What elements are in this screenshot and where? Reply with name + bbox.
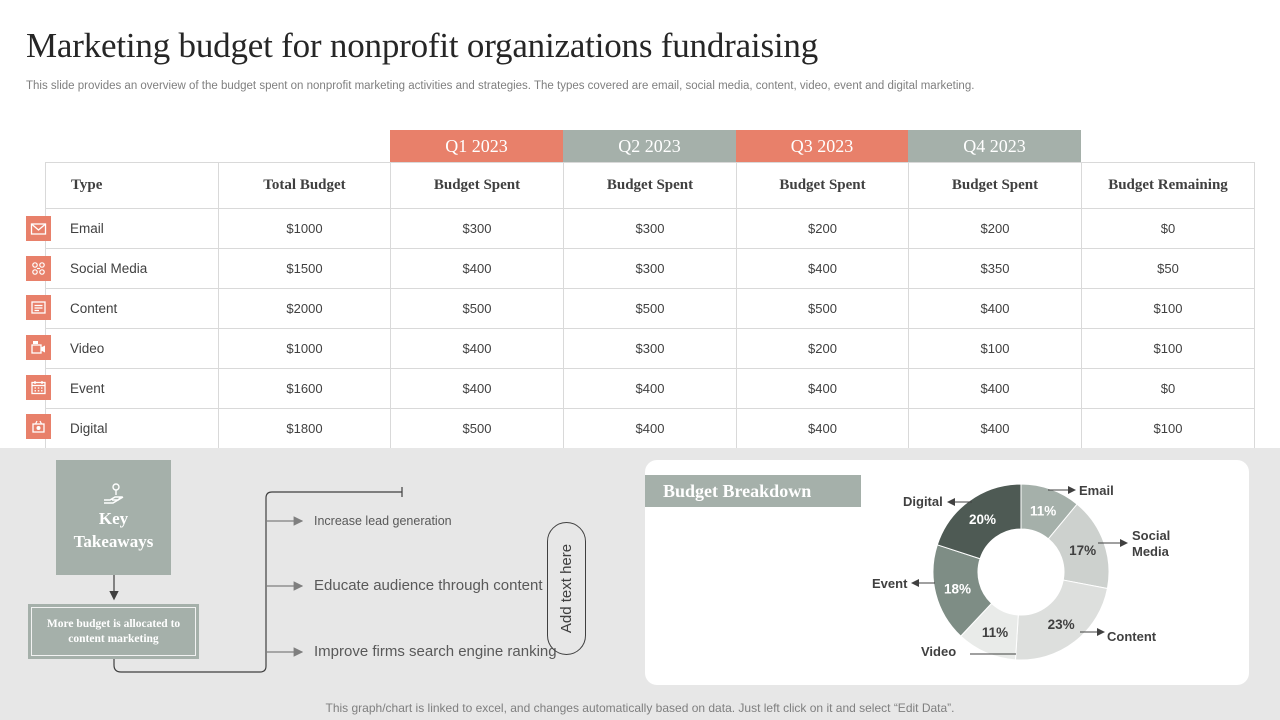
legend-label-email: Email [1079, 483, 1114, 498]
quarter-header-q4: Q4 2023 [908, 130, 1081, 163]
column-header-q4-spent: Budget Spent [909, 163, 1082, 209]
column-header-type: Type [46, 163, 219, 209]
cell-total: $1800 [219, 409, 391, 449]
donut-pct-digital: 20% [968, 512, 997, 528]
donut-pct-email: 11% [1030, 503, 1057, 519]
legend-label-digital: Digital [903, 494, 943, 509]
cell-remaining: $100 [1082, 289, 1255, 329]
cell-q3: $400 [737, 369, 909, 409]
quarter-header-q1: Q1 2023 [390, 130, 563, 163]
cell-q2: $400 [564, 369, 737, 409]
quarter-header-q2: Q2 2023 [563, 130, 736, 163]
cell-q3: $400 [737, 249, 909, 289]
cell-q3: $400 [737, 409, 909, 449]
cell-total: $1500 [219, 249, 391, 289]
cell-q2: $300 [564, 249, 737, 289]
column-header-q1-spent: Budget Spent [391, 163, 564, 209]
cell-remaining: $100 [1082, 409, 1255, 449]
cell-q1: $300 [391, 209, 564, 249]
legend-label-social-media: Social Media [1132, 528, 1171, 559]
cell-q1: $500 [391, 289, 564, 329]
cell-q4: $200 [909, 209, 1082, 249]
cell-q2: $400 [564, 409, 737, 449]
cell-total: $2000 [219, 289, 391, 329]
cell-q4: $400 [909, 369, 1082, 409]
cell-q2: $300 [564, 329, 737, 369]
donut-pct-content: 23% [1047, 616, 1075, 632]
column-header-q2-spent: Budget Spent [564, 163, 737, 209]
takeaway-item-2: Educate audience through content [314, 577, 543, 594]
cell-q2: $300 [564, 209, 737, 249]
cell-remaining: $0 [1082, 369, 1255, 409]
key-takeaways-title: Key Takeaways [73, 508, 154, 551]
add-text-label: Add text here [558, 543, 576, 634]
cell-type: Digital [46, 409, 219, 449]
cell-total: $1600 [219, 369, 391, 409]
legend-label-content: Content [1107, 629, 1157, 644]
donut-pct-event: 18% [944, 581, 972, 597]
cell-remaining: $100 [1082, 329, 1255, 369]
budget-breakdown-title: Budget Breakdown [645, 475, 861, 507]
cell-q1: $500 [391, 409, 564, 449]
cell-type: Event [46, 369, 219, 409]
cell-total: $1000 [219, 209, 391, 249]
page-title: Marketing budget for nonprofit organizations fundraising [26, 26, 819, 65]
donut-pct-social-media: 17% [1069, 542, 1097, 558]
footer-note: This graph/chart is linked to excel, and changes automatically based on data. Just left click on it and select “Edit Data”. [325, 701, 955, 715]
cell-total: $1000 [219, 329, 391, 369]
cell-q3: $200 [737, 209, 909, 249]
cell-q4: $100 [909, 329, 1082, 369]
column-header-q3-spent: Budget Spent [737, 163, 909, 209]
legend-label-video: Video [921, 644, 957, 659]
page-subtitle: This slide provides an overview of the budget spent on nonprofit marketing activities and strategies. The types covered are email, social media, content, video, event and digital marketing. [26, 80, 975, 92]
cell-q4: $350 [909, 249, 1082, 289]
cell-type: Content [46, 289, 219, 329]
cell-remaining: $50 [1082, 249, 1255, 289]
cell-q1: $400 [391, 369, 564, 409]
column-header-budget-remaining: Budget Remaining [1082, 163, 1255, 209]
cell-remaining: $0 [1082, 209, 1255, 249]
cell-q1: $400 [391, 329, 564, 369]
takeaway-item-1: Increase lead generation [314, 514, 452, 528]
donut-pct-video: 11% [981, 625, 1009, 641]
cell-q2: $500 [564, 289, 737, 329]
cell-q3: $500 [737, 289, 909, 329]
cell-type: Video [46, 329, 219, 369]
takeaway-item-3: Improve firms search engine ranking [314, 643, 557, 660]
takeaway-note-text: More budget is allocated to content marketing [31, 607, 196, 656]
cell-q4: $400 [909, 289, 1082, 329]
cell-q3: $200 [737, 329, 909, 369]
cell-type: Social Media [46, 249, 219, 289]
quarter-header-q3: Q3 2023 [736, 130, 908, 163]
cell-q4: $400 [909, 409, 1082, 449]
column-header-total-budget: Total Budget [219, 163, 391, 209]
cell-type: Email [46, 209, 219, 249]
legend-label-event: Event [872, 576, 908, 591]
cell-q1: $400 [391, 249, 564, 289]
